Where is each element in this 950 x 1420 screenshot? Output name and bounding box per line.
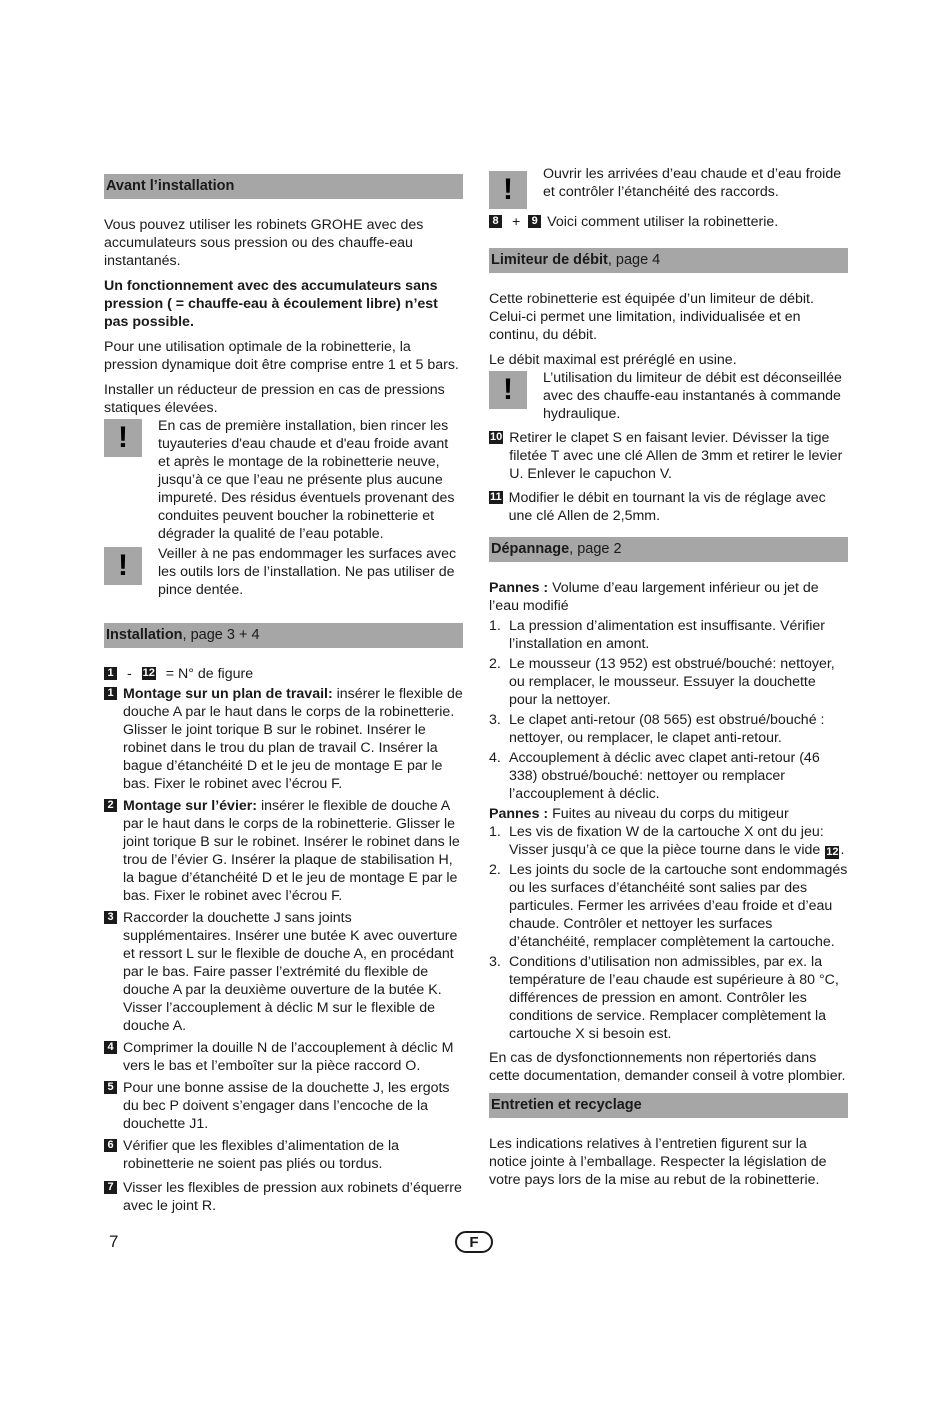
- figure-number: 6: [104, 1139, 117, 1152]
- section-title: Entretien et recyclage: [491, 1097, 642, 1113]
- exclamation-icon: !: [104, 419, 142, 457]
- list-text: La pression d’alimentation est insuffisante. Vérifier l’installation en amont.: [509, 618, 825, 652]
- paragraph: En cas de dysfonctionnements non répertoriés dans cette documentation, demander conseil à votre plombier.: [489, 1050, 846, 1084]
- step-text: [123, 1179, 463, 1215]
- step-body: insérer le flexible de douche A par le haut dans le corps de la robinetterie. Glisser le joint torique B sur le robinet. Insérer le robinet dans le trou de l’évier G. Insérer la plaque de stabilisation H, la bague d’étanchéité D et le jeu de montage E par le bas. Fixer le robinet avec l’écrou F.: [123, 798, 460, 904]
- warning-block: [104, 545, 463, 599]
- installation-steps: [104, 685, 463, 1215]
- section-header-entretien: [489, 1093, 848, 1118]
- paragraph: Installer un réducteur de pression en cas de pressions statiques élevées.: [104, 382, 445, 416]
- list-item: [489, 953, 848, 1043]
- step-body: Visser les flexibles de pression aux robinets d’équerre avec le joint R.: [123, 1180, 462, 1214]
- list-text-part: Les vis de fixation W de la cartouche X ont du jeu: Visser jusqu’à ce que la pièce tourne dans le vide: [509, 824, 825, 858]
- figure-number: 8: [489, 215, 502, 228]
- step-text: [123, 1079, 463, 1133]
- section-title: Installation: [106, 627, 183, 643]
- figure-legend: [104, 665, 463, 683]
- step-text: [123, 685, 463, 793]
- list-item: [489, 861, 848, 951]
- limiteur-steps: [489, 429, 848, 525]
- usage-text: Voici comment utiliser la robinetterie.: [547, 214, 779, 230]
- step-text: [123, 1039, 463, 1075]
- warning-text: En cas de première installation, bien rincer les tuyauteries d'eau chaude et d'eau froide avant et après le montage de la robinetterie neuve, jusqu’à ce que l’eau ne présente plus aucune impureté. Des résidus éventuels provenant des conduites peuvent boucher la robinetterie et dégrader la qualité de l’eau potable.: [158, 418, 455, 542]
- warning-text: L’utilisation du limiteur de débit est déconseillée avec des chauffe-eau instantanés à commande hydraulique.: [543, 370, 842, 422]
- figure-number: 10: [490, 431, 503, 443]
- language-badge: F: [455, 1231, 493, 1253]
- pannes-label: Pannes :: [489, 580, 549, 596]
- list-text: Les joints du socle de la cartouche sont endommagés ou les surfaces d’étanchéité sont salies par des particules. Fermer les arrivées d’eau froide et d’eau chaude. Contrôler et nettoyer les surfaces d’étanchéité, remplacer complètement la cartouche.: [509, 862, 848, 950]
- warning-text: Ouvrir les arrivées d’eau chaude et d’eau froide et contrôler l’étanchéité des raccords.: [543, 166, 842, 200]
- list-item: [489, 711, 848, 747]
- list-number: 4.: [489, 750, 501, 766]
- step-body: Raccorder la douchette J sans joints supplémentaires. Insérer une butée K avec ouverture et ressort L sur le flexible de douche A, en procédant par le bas. Faire passer l’extrémité du flexible de douche A par la deuxième ouverture de la butée K. Visser l’accouplement à déclic M sur le flexible de douche A.: [123, 910, 458, 1034]
- list-text: Le mousseur (13 952) est obstrué/bouché: nettoyer, ou remplacer, le mousseur. Essuyer la douchette pour la nettoyer.: [509, 656, 835, 708]
- plus-sign: +: [508, 214, 525, 230]
- figure-number: 1: [104, 687, 117, 700]
- warning-block: [489, 369, 848, 423]
- troubleshooting-list: [489, 617, 848, 803]
- troubleshooting-list: [489, 861, 848, 1043]
- pannes-line: [489, 805, 848, 823]
- figure-number: 4: [104, 1041, 117, 1054]
- list-item: [489, 617, 848, 653]
- pannes-text: Volume d’eau largement inférieur ou jet de l’eau modifié: [489, 580, 819, 614]
- section-page-ref: , page 2: [569, 541, 622, 557]
- exclamation-icon: !: [489, 171, 527, 209]
- list-number: 3.: [489, 712, 501, 728]
- step-text: Modifier le débit en tournant la vis de réglage avec une clé Allen de 2,5mm.: [508, 490, 826, 524]
- list-text: [509, 823, 848, 859]
- section-header-avant: [104, 174, 463, 199]
- paragraph: Le débit maximal est préréglé en usine.: [489, 352, 737, 368]
- installation-step: [104, 1079, 463, 1133]
- list-text: Conditions d’utilisation non admissibles, par ex. la température de l’eau chaude est supérieure à 80 °C, différences de pression en amont. Contrôler les conditions de service. Remplacer complètement la cartouche X si besoin est.: [509, 954, 839, 1042]
- section-page-ref: , page 3 + 4: [182, 627, 260, 643]
- step-text: Retirer le clapet S en faisant levier. Dévisser la tige filetée T avec une clé Allen de 3mm et retirer le levier U. Enlever le capuchon V.: [509, 430, 843, 482]
- installation-step: [104, 685, 463, 793]
- figure-number: 12: [826, 846, 839, 858]
- installation-step: [104, 1179, 463, 1215]
- figure-number: 12: [142, 667, 155, 679]
- step-body: Pour une bonne assise de la douchette J, les ergots du bec P doivent s’engager dans l’encoche de la douchette J1.: [123, 1080, 450, 1132]
- step-text: [123, 1137, 463, 1173]
- figure-number: 1: [104, 667, 117, 680]
- list-number: 2.: [489, 862, 501, 878]
- list-item: [489, 655, 848, 709]
- installation-step: [104, 909, 463, 1035]
- figure-number: 5: [104, 1081, 117, 1094]
- figure-number: 9: [528, 215, 541, 228]
- right-column: [489, 165, 848, 1196]
- figure-number: 11: [490, 491, 502, 503]
- installation-step: [104, 1137, 463, 1173]
- page-number: 7: [109, 1232, 119, 1251]
- step-heading: Montage sur l’évier:: [123, 798, 258, 814]
- list-item: [489, 823, 848, 859]
- installation-step: [104, 797, 463, 905]
- left-column: [104, 165, 463, 1221]
- section-header-installation: [104, 623, 463, 648]
- step-text: [123, 797, 463, 905]
- step-body: Comprimer la douille N de l’accouplement à déclic M vers le bas et l’emboîter sur la pièce raccord O.: [123, 1040, 454, 1074]
- warning-text: Veiller à ne pas endommager les surfaces avec les outils lors de l’installation. Ne pas utiliser de pince dentée.: [158, 546, 457, 598]
- list-number: 2.: [489, 656, 501, 672]
- warning-block: [489, 165, 848, 209]
- legend-text: = N° de figure: [161, 666, 254, 682]
- pannes-label: Pannes :: [489, 806, 549, 822]
- step-body: insérer le flexible de douche A par le haut dans le corps de la robinetterie. Glisser le joint torique B sur le robinet. Insérer le robinet dans le trou du plan de travail C. Insérer la bague d’étanchéité D et le jeu de montage E par le bas. Fixer le robinet avec l’écrou F.: [123, 686, 463, 792]
- legend-separator: -: [123, 666, 136, 682]
- figure-number: 7: [104, 1181, 117, 1194]
- list-number: 1.: [489, 618, 501, 634]
- list-text-end: .: [840, 842, 845, 858]
- figure-number: 3: [104, 911, 117, 924]
- pannes-text: Fuites au niveau du corps du mitigeur: [548, 806, 789, 822]
- exclamation-icon: !: [104, 547, 142, 585]
- section-title: Limiteur de débit: [491, 252, 608, 268]
- list-item: [489, 749, 848, 803]
- step-body: Vérifier que les flexibles d’alimentation de la robinetterie ne soient pas pliés ou tordus.: [123, 1138, 400, 1172]
- list-number: 3.: [489, 954, 501, 970]
- pannes-line: [489, 579, 848, 615]
- limiteur-step: [489, 429, 848, 483]
- list-text: Accouplement à déclic avec clapet anti-retour (46 338) obstrué/bouché: nettoyer ou remplacer l’accouplement à déclic.: [509, 750, 820, 802]
- bold-notice: Un fonctionnement avec des accumulateurs sans pression ( = chauffe-eau à écoulement libre) n’est pas possible.: [104, 278, 438, 330]
- paragraph: Pour une utilisation optimale de la robinetterie, la pression dynamique doit être comprise entre 1 et 5 bars.: [104, 339, 459, 373]
- section-header-depannage: [489, 537, 848, 562]
- section-title: Dépannage: [491, 541, 570, 557]
- exclamation-icon: !: [489, 371, 527, 409]
- warning-block: [104, 417, 463, 543]
- step-heading: Montage sur un plan de travail:: [123, 686, 333, 702]
- usage-line: [489, 213, 848, 231]
- paragraph: Vous pouvez utiliser les robinets GROHE avec des accumulateurs sous pression ou des chauffe-eau instantanés.: [104, 217, 424, 269]
- paragraph: Les indications relatives à l’entretien figurent sur la notice jointe à l’emballage. Respecter la législation de votre pays lors de la mise au rebut de la robinetterie.: [489, 1136, 827, 1188]
- section-title: Avant l’installation: [106, 178, 235, 194]
- installation-step: [104, 1039, 463, 1075]
- limiteur-step: [489, 489, 848, 525]
- list-text: Le clapet anti-retour (08 565) est obstrué/bouché : nettoyer, ou remplacer, le clapet anti-retour.: [509, 712, 825, 746]
- figure-number: 2: [104, 799, 117, 812]
- list-number: 1.: [489, 824, 501, 840]
- section-page-ref: , page 4: [607, 252, 661, 268]
- step-text: [123, 909, 463, 1035]
- section-header-limiteur: [489, 248, 848, 273]
- paragraph: Cette robinetterie est équipée d’un limiteur de débit. Celui-ci permet une limitation, individualisée et en continu, du débit.: [489, 291, 814, 343]
